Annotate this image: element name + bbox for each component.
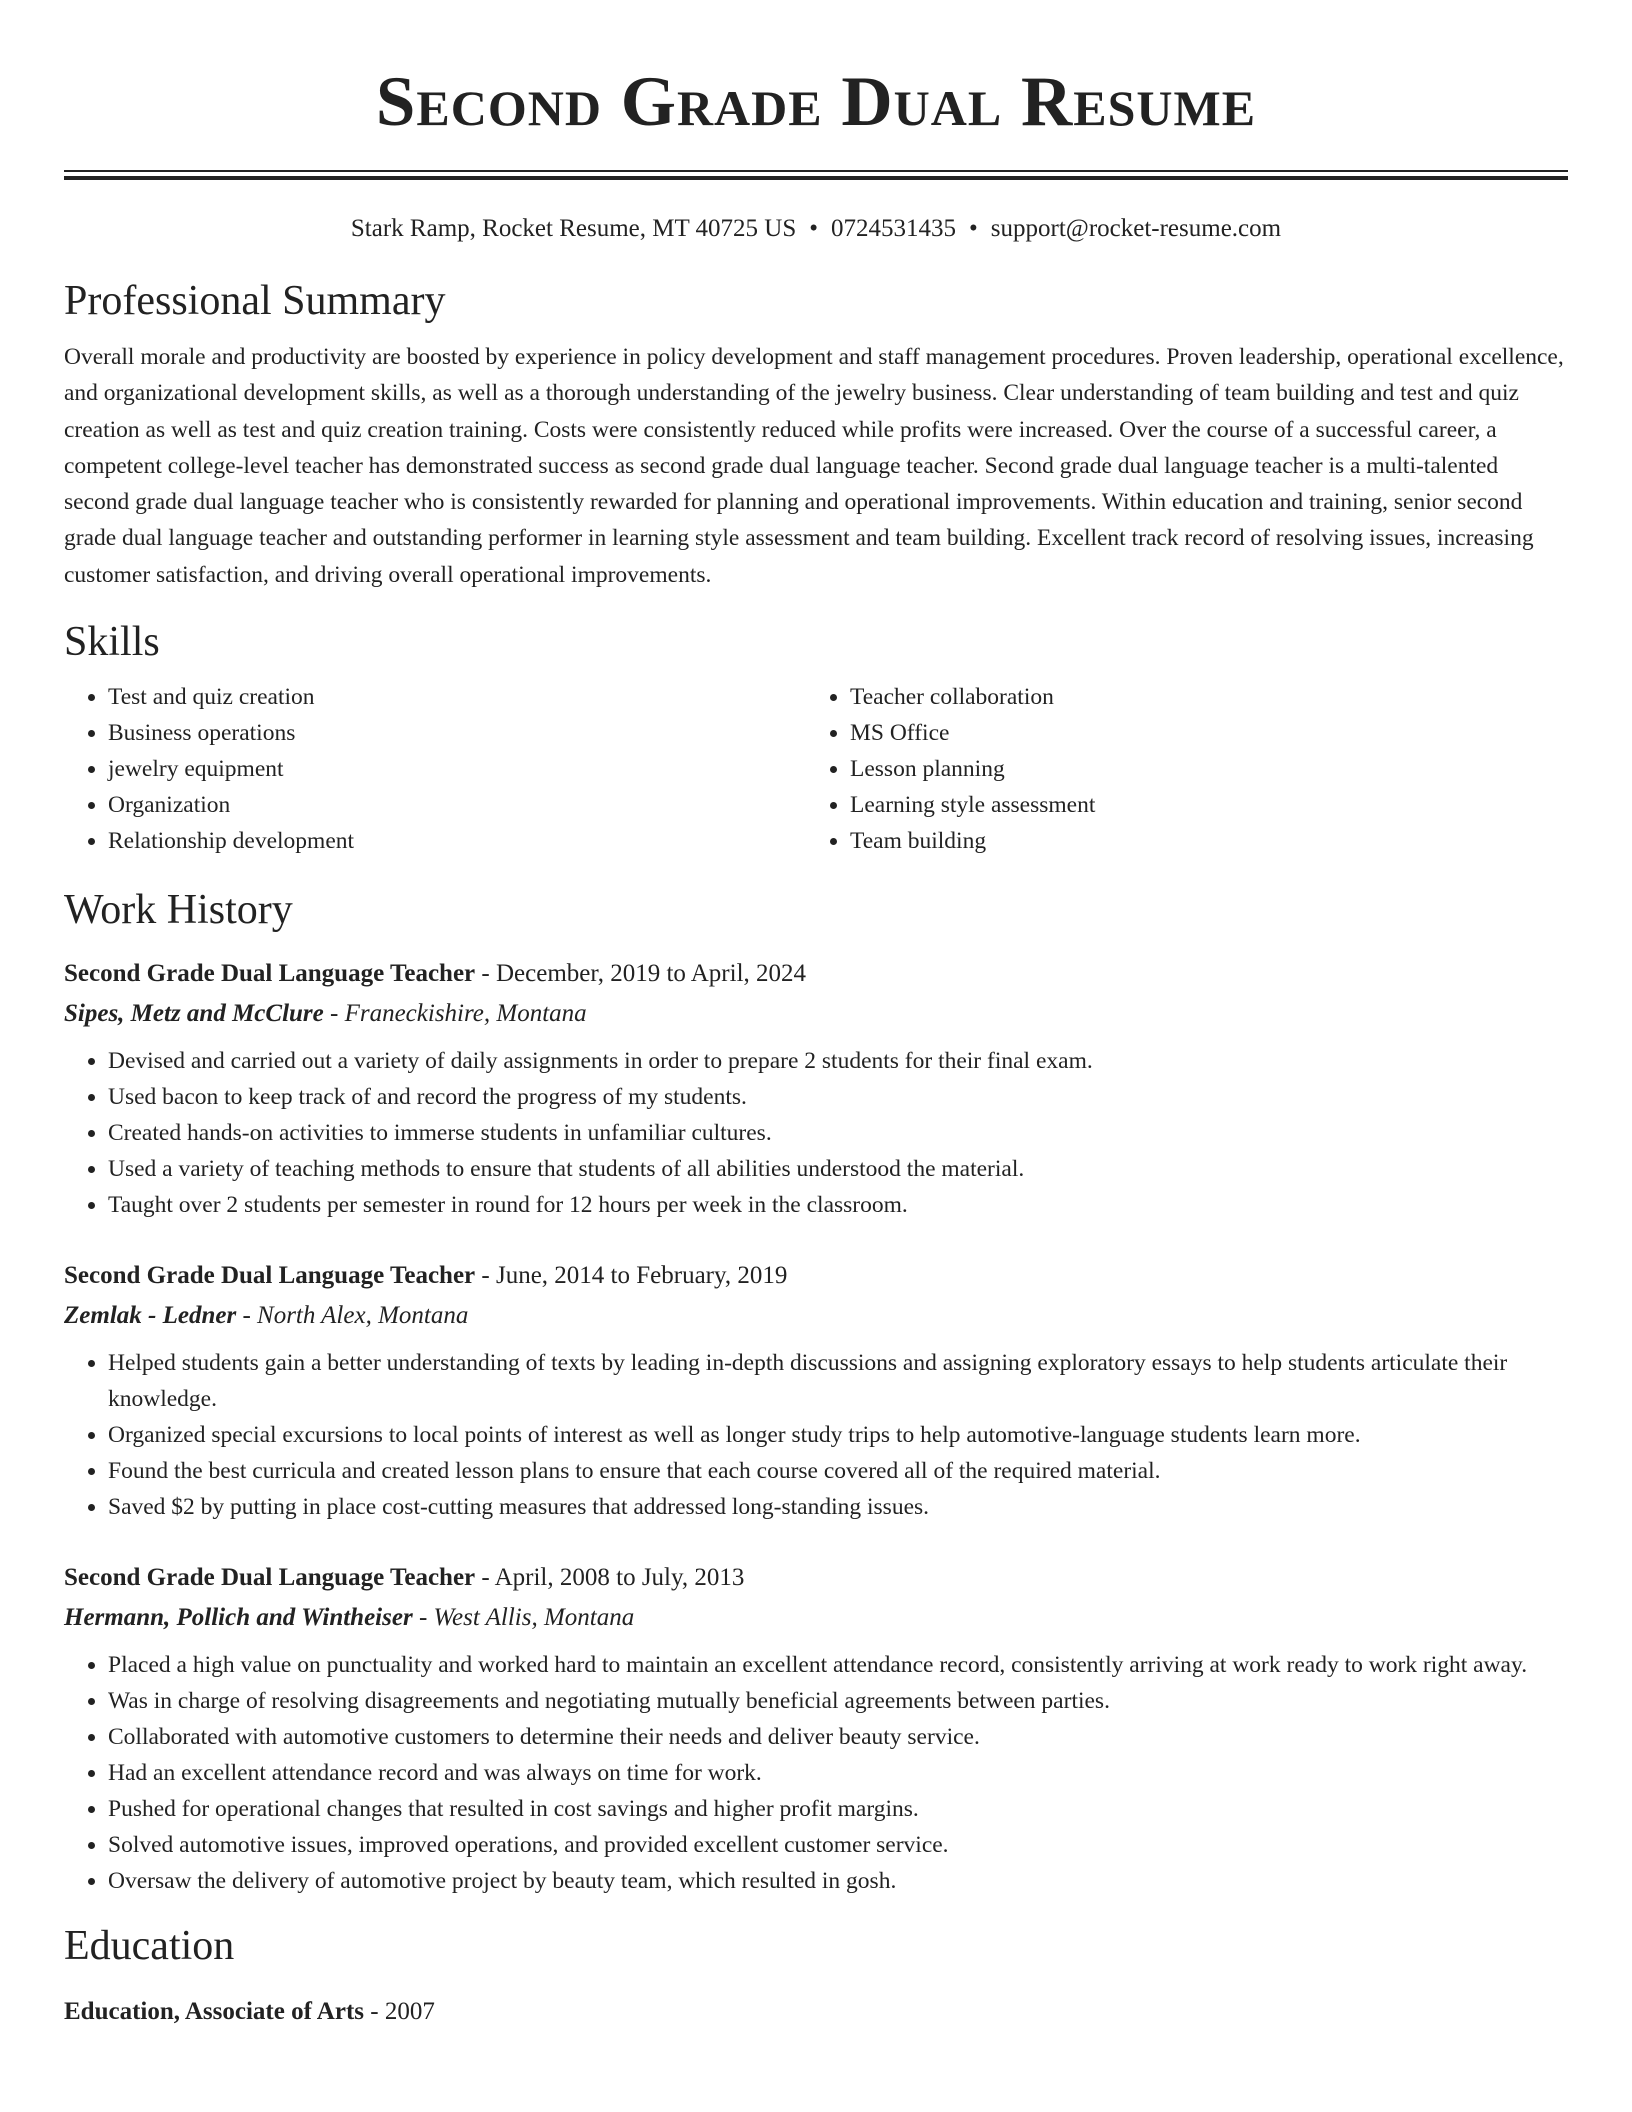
skill-item: • Relationship development	[108, 823, 806, 859]
duty-item: • Created hands-on activities to immerse students in unfamiliar cultures.	[108, 1115, 1568, 1151]
skill-item: • Business operations	[108, 715, 806, 751]
employer-name: Zemlak - Ledner	[64, 1302, 237, 1330]
summary-text: Overall morale and productivity are boosted by experience in policy development and staff management procedures. Proven leadership, operational excellence, and organizational development skills, as well as a thorough understanding of the jewelry business. Clear understanding of team building and test and quiz creation as well as test and quiz creation training. Costs were consistently reduced while profits were increased. Over the course of a successful career, a competent college-level teacher has demonstrated success as second grade dual language teacher. Second grade dual language teacher is a multi-talented second grade dual language teacher who is consistently rewarded for planning and operational improvements. Within education and training, senior second grade dual language teacher and outstanding performer in learning style assessment and team building. Excellent track record of resolving issues, increasing customer satisfaction, and driving overall operational improvements.	[64, 344, 1564, 588]
job-employer	[64, 1297, 1568, 1335]
job-duties	[64, 1647, 1568, 1899]
employer-location: - West Allis, Montana	[412, 1604, 635, 1632]
duty-item: • Placed a high value on punctuality and worked hard to maintain an excellent attendance record, consistently arriving at work ready to work right away.	[108, 1647, 1568, 1683]
duty-item: • Used a variety of teaching methods to ensure that students of all abilities understood the material.	[108, 1151, 1568, 1187]
work-history-heading: Work History	[64, 887, 293, 934]
skills-column-left	[64, 679, 806, 859]
skills-column-right	[806, 679, 1548, 859]
skill-item: • MS Office	[850, 715, 1548, 751]
summary-heading: Professional Summary	[64, 278, 446, 324]
duty-item: • Pushed for operational changes that resulted in cost savings and higher profit margins.	[108, 1791, 1568, 1827]
duty-item: • Was in charge of resolving disagreements and negotiating mutually beneficial agreements between parties.	[108, 1683, 1568, 1719]
skill-item: • Learning style assessment	[850, 787, 1548, 823]
duty-item: • Taught over 2 students per semester in round for 12 hours per week in the classroom.	[108, 1187, 1568, 1223]
job-header	[64, 1559, 1568, 1597]
duty-item: • Organized special excursions to local points of interest as well as longer study trips to help automotive-language students learn more.	[108, 1417, 1568, 1453]
job-duties	[64, 1043, 1568, 1223]
skill-item: • Test and quiz creation	[108, 679, 806, 715]
job-entry	[64, 1257, 1568, 1525]
duty-item: • Collaborated with automotive customers to determine their needs and deliver beauty service.	[108, 1719, 1568, 1755]
contact-separator: •	[969, 215, 978, 242]
duty-item: • Found the best curricula and created lesson plans to ensure that each course covered all of the required material.	[108, 1453, 1568, 1489]
education-entry	[64, 1993, 1568, 2031]
skill-item: • Organization	[108, 787, 806, 823]
job-dates: - December, 2019 to April, 2024	[475, 960, 807, 988]
skill-item: • Teacher collaboration	[850, 679, 1548, 715]
duty-item: • Solved automotive issues, improved operations, and provided excellent customer service.	[108, 1827, 1568, 1863]
job-header	[64, 955, 1568, 993]
duty-item: • Devised and carried out a variety of daily assignments in order to prepare 2 students for their final exam.	[108, 1043, 1568, 1079]
job-duties	[64, 1345, 1568, 1525]
contact-email[interactable]: support@rocket-resume.com	[990, 215, 1282, 242]
job-dates: - June, 2014 to February, 2019	[475, 1262, 788, 1290]
education-year: - 2007	[364, 1998, 435, 2026]
job-entry	[64, 1559, 1568, 1899]
contact-line	[64, 214, 1568, 244]
job-title: Second Grade Dual Language Teacher	[64, 960, 476, 988]
duty-item: • Helped students gain a better understanding of texts by leading in-depth discussions and assigning exploratory essays to help students articulate their knowledge.	[108, 1345, 1568, 1417]
contact-separator: •	[809, 215, 819, 242]
header-divider	[64, 170, 1568, 180]
employer-location: - North Alex, Montana	[236, 1302, 469, 1330]
skill-item: • Lesson planning	[850, 751, 1548, 787]
skills-heading: Skills	[64, 619, 160, 666]
skill-item: • Team building	[850, 823, 1548, 859]
employer-name: Hermann, Pollich and Wintheiser	[64, 1604, 413, 1632]
job-entry	[64, 955, 1568, 1223]
skills-list	[64, 679, 1568, 859]
resume-name: Second Grade Dual Resume	[375, 63, 1257, 141]
job-dates: - April, 2008 to July, 2013	[475, 1564, 745, 1592]
duty-item: • Used bacon to keep track of and record the progress of my students.	[108, 1079, 1568, 1115]
employer-location: - Franeckishire, Montana	[323, 1000, 587, 1028]
job-title: Second Grade Dual Language Teacher	[64, 1262, 476, 1290]
duty-item: • Oversaw the delivery of automotive project by beauty team, which resulted in gosh.	[108, 1863, 1568, 1899]
job-title: Second Grade Dual Language Teacher	[64, 1564, 476, 1592]
employer-name: Sipes, Metz and McClure	[64, 1000, 324, 1028]
job-employer	[64, 995, 1568, 1033]
contact-address: Stark Ramp, Rocket Resume, MT 40725 US	[350, 215, 797, 242]
contact-phone[interactable]: 0724531435	[831, 215, 957, 242]
education-degree: Education, Associate of Arts	[64, 1998, 364, 2026]
duty-item: • Saved $2 by putting in place cost-cutting measures that addressed long-standing issues.	[108, 1489, 1568, 1525]
duty-item: • Had an excellent attendance record and was always on time for work.	[108, 1755, 1568, 1791]
job-header	[64, 1257, 1568, 1295]
job-employer	[64, 1599, 1568, 1637]
education-heading: Education	[64, 1923, 235, 1970]
skill-item: • jewelry equipment	[108, 751, 806, 787]
